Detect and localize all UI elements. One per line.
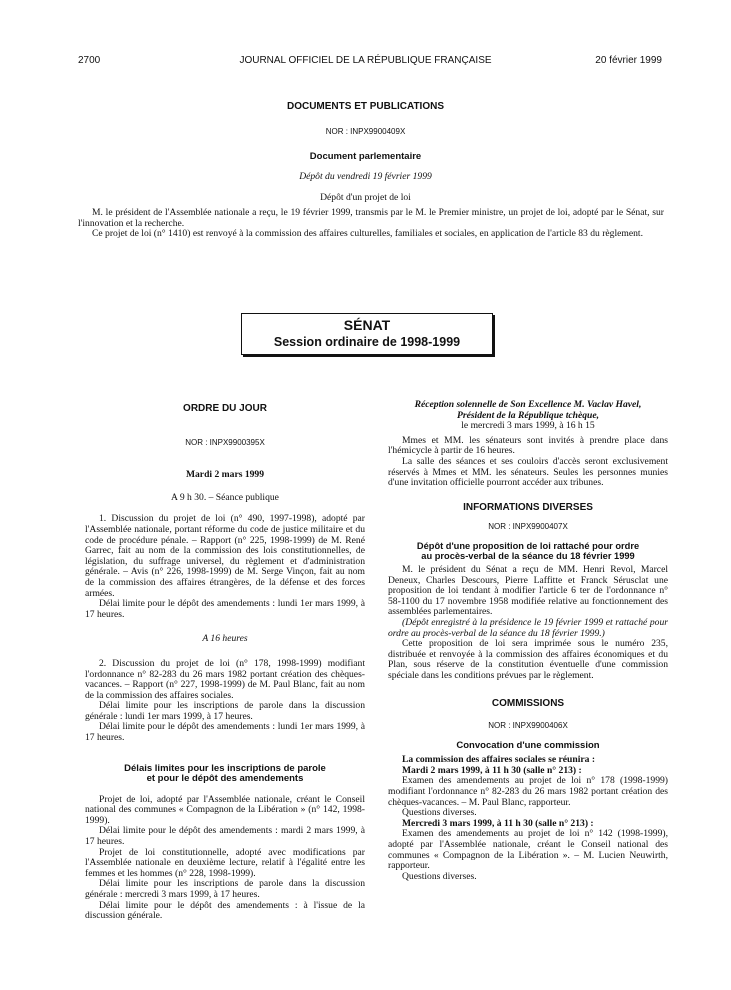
commission-para-4: Questions diverses. xyxy=(402,807,477,819)
senat-box xyxy=(241,313,493,355)
convocation-heading: Convocation d'une commission xyxy=(456,739,600,751)
journal-title: JOURNAL OFFICIEL DE LA RÉPUBLIQUE FRANÇAISE xyxy=(239,55,492,66)
commission-para-5: Mercredi 3 mars 1999, à 11 h 30 (salle n° 213) : xyxy=(402,817,594,829)
top-para-2: Ce projet de loi (n° 1410) est renvoyé à la commission des affaires culturelles, familiales et sociales, en application de l'article 83 du règlement. xyxy=(92,228,643,240)
time-1: A 9 h 30. – Séance publique xyxy=(171,491,279,503)
info-para-1: M. le président du Sénat a reçu de MM. Henri Revol, Marcel Deneux, Charles Descours, Pierre Laffitte et Franck Sérusclat une proposition de loi tendant à modifier l'article 6 ter de l'ordonnance n° 58-1100 du 17 novembre 1958 modifiée relative au fonctionnement des assemblées parlementaires. xyxy=(388,563,668,618)
info-para-3: Cette proposition de loi sera imprimée sous le numéro 235, distribuée et renvoyée à la commission des affaires économiques et du Plan, sous réserve de la constitution éventuelle d'une commission spéciale dans les conditions prévues par le règlement. xyxy=(388,638,668,681)
delais-heading-line-1: Délais limites pour les inscriptions de parole xyxy=(124,762,326,774)
ordre-du-jour-heading: ORDRE DU JOUR xyxy=(183,403,267,414)
reception-para-2: La salle des séances et ses couloirs d'accès seront exclusivement réservés à Mmes et MM. les sénateurs. Seules les personnes munies d'une invitation officielle pourront accéder aux tribunes. xyxy=(388,455,668,489)
left-column xyxy=(85,398,365,922)
time-2: A 16 heures xyxy=(202,633,248,645)
delais-para-5: Délai limite pour le dépôt des amendements : à l'issue de la discussion générale. xyxy=(85,899,365,922)
right-column xyxy=(388,400,668,882)
agenda-item-1-delay: Délai limite pour le dépôt des amendements : lundi 1er mars 1999, à 17 heures. xyxy=(85,598,365,620)
info-nor: NOR : INPX9900407X xyxy=(488,522,568,532)
day-heading: Mardi 2 mars 1999 xyxy=(185,469,265,481)
reception-line-2: Président de la République tchèque, xyxy=(456,409,600,421)
commissions-nor: NOR : INPX9900406X xyxy=(488,721,568,731)
commission-para-6: Examen des amendements au projet de loi n° 142 (1998-1999), adopté par l'Assemblée nationale, créant le Conseil national des communes « Compagnon de la Libération ». – M. Lucien Neuwirth, rapporteur. xyxy=(388,828,668,872)
commissions-heading: COMMISSIONS xyxy=(491,698,565,710)
ordre-nor: NOR : INPX9900395X xyxy=(185,437,265,447)
delais-heading-line-2: et pour le dépôt des amendements xyxy=(146,773,304,785)
commission-para-1: La commission des affaires sociales se réunira : xyxy=(402,754,596,766)
reception-para-1: Mmes et MM. les sénateurs sont invités à prendre place dans l'hémicycle à partir de 16 heures. xyxy=(388,434,668,457)
commission-para-2: Mardi 2 mars 1999, à 11 h 30 (salle n° 213) : xyxy=(402,764,582,776)
deposit-date: Dépôt du vendredi 19 février 1999 xyxy=(299,171,432,182)
delais-para-3: Projet de loi constitutionnelle, adopté avec modifications par l'Assemblée nationale en deuxième lecture, relatif à l'égalité entre les femmes et les hommes (n° 228, 1998-1999). xyxy=(85,846,365,879)
commission-para-7: Questions diverses. xyxy=(402,870,477,882)
agenda-item-2: 2. Discussion du projet de loi (n° 178, 1998-1999) modifiant l'ordonnance n° 82-283 du 26 mars 1982 portant création des chèques-vacances. – Rapport (n° 227, 1998-1999) de M. Paul Blanc, fait au nom de la commission des affaires sociales. xyxy=(85,657,365,701)
delais-para-1: Projet de loi, adopté par l'Assemblée nationale, créant le Conseil national des communes « Compagnon de la Libération » (n° 142, 1998-1999). xyxy=(85,793,365,826)
documents-heading: DOCUMENTS ET PUBLICATIONS xyxy=(286,101,445,112)
commission-para-3: Examen des amendements au projet de loi n° 178 (1998-1999) modifiant l'ordonnance n° 82-283 du 26 mars 1982 portant création des chèques-vacances. – M. Paul Blanc, rapporteur. xyxy=(388,775,668,808)
page-number: 2700 xyxy=(78,55,101,66)
document-subheading: Document parlementaire xyxy=(309,151,422,162)
info-subheading xyxy=(388,541,668,561)
delais-para-4: Délai limite pour les inscriptions de parole dans la discussion générale : mercredi 3 mars 1999, à 17 heures. xyxy=(85,878,365,900)
header-date: 20 février 1999 xyxy=(595,55,662,66)
session-title: Session ordinaire de 1998-1999 xyxy=(273,335,461,349)
deposit-title: Dépôt d'un projet de loi xyxy=(320,192,411,203)
info-para-2: (Dépôt enregistré à la présidence le 19 février 1999 et rattaché pour ordre au procès-verbal de la séance du 18 février 1999.) xyxy=(388,616,668,639)
agenda-item-1: 1. Discussion du projet de loi (n° 490, 1997-1998), adopté par l'Assemblée nationale, portant réforme du code de justice militaire et du code de procédure pénale. – Rapport (n° 225, 1998-1999) de M. René Garrec, fait au nom de la commission des lois constitutionnelles, de législation, du suffrage universel, du règlement et d'administration générale. – Avis (n° 226, 1998-1999) de M. Serge Vinçon, fait au nom de la commission des affaires étrangères, de la défense et des forces armées. xyxy=(85,513,365,599)
top-nor: NOR : INPX9900409X xyxy=(325,127,406,136)
top-para-1: M. le président de l'Assemblée nationale a reçu, le 19 février 1999, transmis par le M. le Premier ministre, un projet de loi, adopté par le Sénat, sur l'innovation et la recherche. xyxy=(78,207,664,229)
agenda-item-2-delay-1: Délai limite pour les inscriptions de parole dans la discussion générale : lundi 1er mars 1999, à 17 heures. xyxy=(85,700,365,722)
senat-title: SÉNAT xyxy=(343,317,391,333)
info-heading: INFORMATIONS DIVERSES xyxy=(463,501,593,513)
reception-line-3: le mercredi 3 mars 1999, à 16 h 15 xyxy=(461,420,595,432)
delais-para-2: Délai limite pour le dépôt des amendements : mardi 2 mars 1999, à 17 heures. xyxy=(85,825,365,848)
delais-heading xyxy=(85,764,365,785)
top-paragraphs xyxy=(78,208,664,240)
reception-line-1: Réception solennelle de Son Excellence M. Vaclav Havel, xyxy=(414,399,642,410)
info-subheading-line-2: au procès-verbal de la séance du 18 février 1999 xyxy=(421,550,635,561)
info-subheading-line-1: Dépôt d'une proposition de loi rattaché pour ordre xyxy=(416,540,640,551)
agenda-item-2-delay-2: Délai limite pour le dépôt des amendements : lundi 1er mars 1999, à 17 heures. xyxy=(85,721,365,744)
